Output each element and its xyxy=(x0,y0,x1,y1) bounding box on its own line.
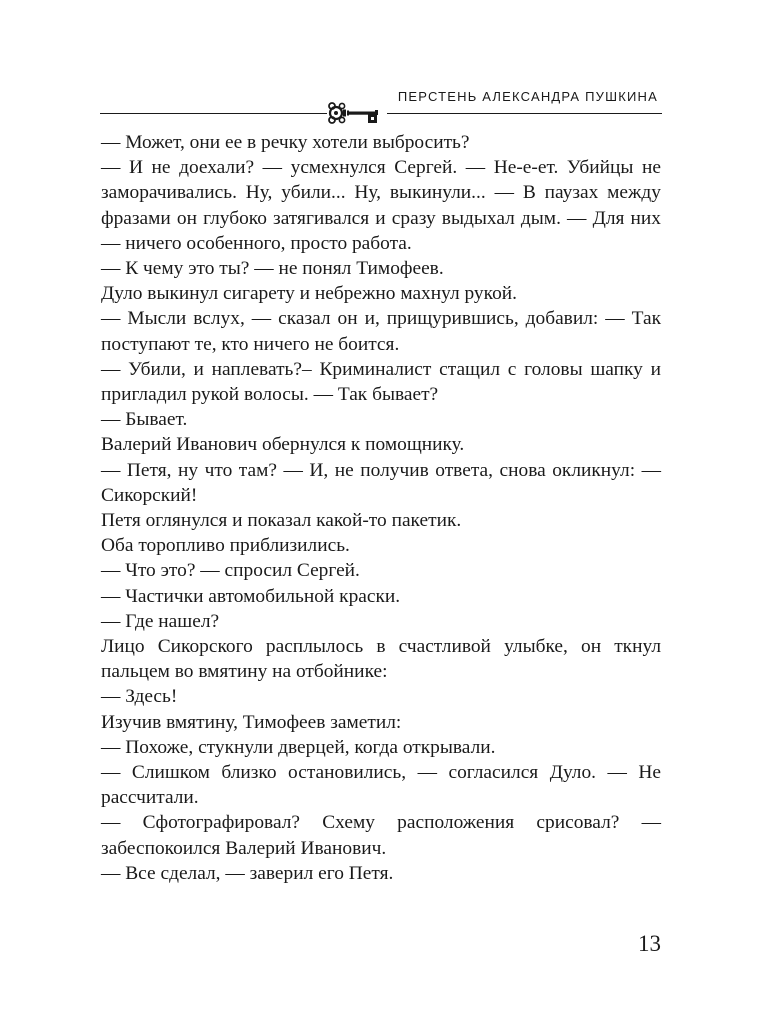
paragraph: Дуло выкинул сигарету и небрежно махнул рукой. xyxy=(101,283,517,305)
paragraph: — Где нашел? xyxy=(101,610,220,632)
page-number: 13 xyxy=(638,931,661,956)
page-header xyxy=(0,0,768,130)
paragraph: Лицо Сикорского расплылось в счастливой улыбке, он ткнул пальцем во вмятину на отбойнике: xyxy=(101,636,661,683)
paragraph: — Мысли вслух, — сказал он и, прищурившись, добавил: — Так поступают те, кто ничего не боится. xyxy=(101,308,661,355)
key-icon xyxy=(327,96,387,130)
main-text xyxy=(101,130,661,886)
paragraph: — Петя, ну что там? — И, не получив ответа, снова окликнул: — Сикорский! xyxy=(101,459,661,506)
paragraph: — Бывает. xyxy=(101,409,188,431)
paragraph: — Все сделал, — заверил его Петя. xyxy=(101,862,394,884)
paragraph: Изучив вмятину, Тимофеев заметил: xyxy=(101,711,402,733)
paragraph: — Сфотографировал? Схему расположения срисовал? — забеспокоился Валерий Иванович. xyxy=(101,812,661,859)
paragraph: Оба торопливо приблизились. xyxy=(101,535,350,557)
paragraph: — Частички автомобильной краски. xyxy=(101,585,401,607)
paragraph: — Слишком близко остановились, — согласился Дуло. — Не рассчитали. xyxy=(101,762,661,809)
paragraph: — Убили, и наплевать?– Криминалист стащил с головы шапку и пригладил рукой волосы. — Так бывает? xyxy=(101,358,661,406)
paragraph: — Похоже, стукнули дверцей, когда открывали. xyxy=(101,736,496,758)
paragraph: — Здесь! xyxy=(101,686,178,708)
paragraph: — Что это? — спросил Сергей. xyxy=(101,560,360,582)
paragraph: — К чему это ты? — не понял Тимофеев. xyxy=(101,258,444,280)
running-title: ПЕРСТЕНЬ АЛЕКСАНДРА ПУШКИНА xyxy=(397,89,658,104)
paragraph: Петя оглянулся и показал какой-то пакетик. xyxy=(101,510,462,532)
paragraph: Валерий Иванович обернулся к помощнику. xyxy=(101,434,465,456)
paragraph: — Может, они ее в речку хотели выбросить? xyxy=(101,132,470,153)
paragraph: — И не доехали? — усмехнулся Сергей. — Не-е-ет. Убийцы не заморачивались. Ну, убили... Ну, выкинули... — В паузах между фразами он глубоко затягивался и сразу выдыхал дым. — Для них — ничего особенного, просто работа. xyxy=(101,157,661,254)
